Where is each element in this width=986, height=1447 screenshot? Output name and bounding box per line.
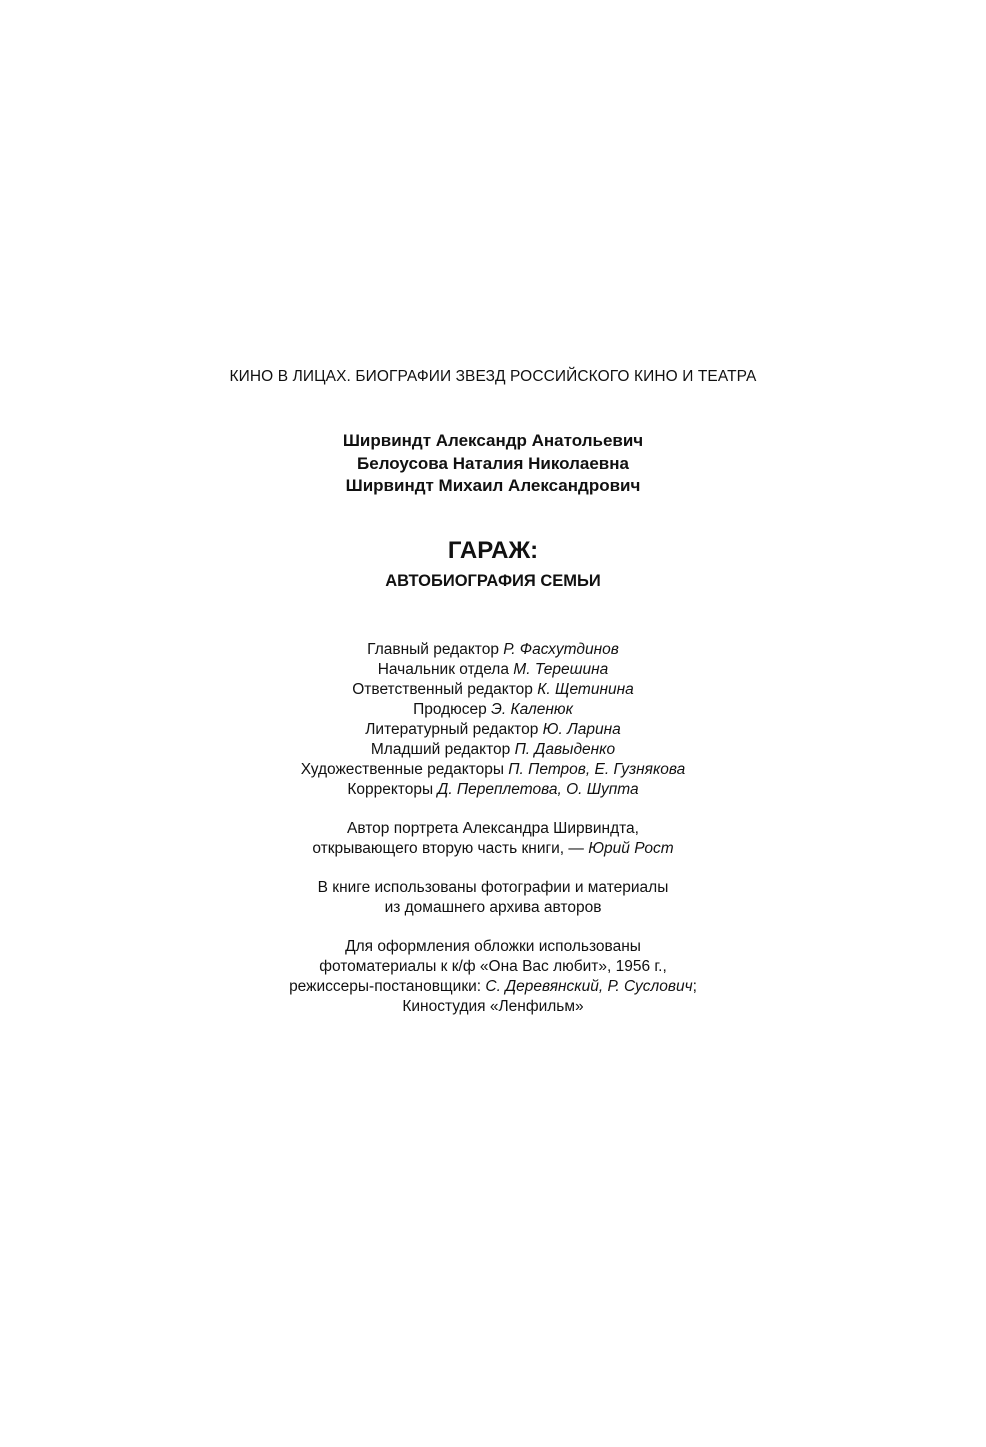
staff-role: Продюсер xyxy=(413,701,487,718)
staff-name: М. Терешина xyxy=(513,661,609,678)
spacer xyxy=(0,800,986,819)
portrait-credit-line xyxy=(0,839,986,859)
author-name: Белоусова Наталия Николаевна xyxy=(357,453,629,473)
spacer xyxy=(0,859,986,878)
staff-name: П. Петров, Е. Гузнякова xyxy=(508,761,686,778)
book-subtitle: АВТОБИОГРАФИЯ СЕМЬИ xyxy=(385,572,601,590)
spacer xyxy=(0,918,986,937)
staff-line xyxy=(0,660,986,680)
staff-name: К. Щетинина xyxy=(537,681,634,698)
cover-note-line: фотоматериалы к к/ф «Она Вас любит», 1956 г., xyxy=(319,958,667,975)
staff-role: Главный редактор xyxy=(367,641,499,658)
portrait-credit-text: открывающего вторую часть книги, — xyxy=(312,840,589,857)
portrait-author: Юрий Рост xyxy=(588,840,674,857)
author-name: Ширвиндт Михаил Александрович xyxy=(345,476,641,495)
staff-line xyxy=(0,780,986,800)
staff-role: Ответственный редактор xyxy=(352,681,533,698)
cover-directors: С. Деревянский, Р. Суслович xyxy=(485,978,693,995)
portrait-credit-line: Автор портрета Александра Ширвиндта, xyxy=(347,820,639,837)
staff-role: Литературный редактор xyxy=(365,721,539,738)
staff-name: П. Давыденко xyxy=(514,741,616,758)
series-title: КИНО В ЛИЦАХ. БИОГРАФИИ ЗВЕЗД РОССИЙСКОГО КИНО И ТЕАТРА xyxy=(229,368,757,385)
staff-name: Ю. Ларина xyxy=(542,721,621,738)
staff-role: Начальник отдела xyxy=(377,661,509,678)
staff-line xyxy=(0,680,986,700)
staff-name: Э. Каленюк xyxy=(491,701,573,718)
cover-note-text: режиссеры-постановщики: xyxy=(289,978,486,995)
staff-name: Р. Фасхутдинов xyxy=(503,641,619,658)
staff-line xyxy=(0,640,986,660)
staff-line xyxy=(0,740,986,760)
photos-note-line: из домашнего архива авторов xyxy=(384,899,602,916)
staff-line xyxy=(0,720,986,740)
photos-note-line: В книге использованы фотографии и материалы xyxy=(317,879,669,896)
author-name: Ширвиндт Александр Анатольевич xyxy=(342,431,644,450)
staff-name: Д. Переплетова, О. Шупта xyxy=(437,781,639,798)
staff-line xyxy=(0,700,986,720)
book-title: ГАРАЖ: xyxy=(447,537,539,564)
staff-role: Младший редактор xyxy=(370,741,511,758)
credits-block xyxy=(0,640,986,1017)
authors-block xyxy=(0,430,986,498)
staff-role: Корректоры xyxy=(347,781,434,798)
staff-line xyxy=(0,760,986,780)
cover-note-line: Для оформления обложки использованы xyxy=(345,938,641,955)
staff-role: Художественные редакторы xyxy=(300,761,504,778)
cover-note-line: Киностудия «Ленфильм» xyxy=(402,998,584,1015)
cover-note-line xyxy=(0,977,986,997)
cover-note-text: ; xyxy=(692,978,697,995)
